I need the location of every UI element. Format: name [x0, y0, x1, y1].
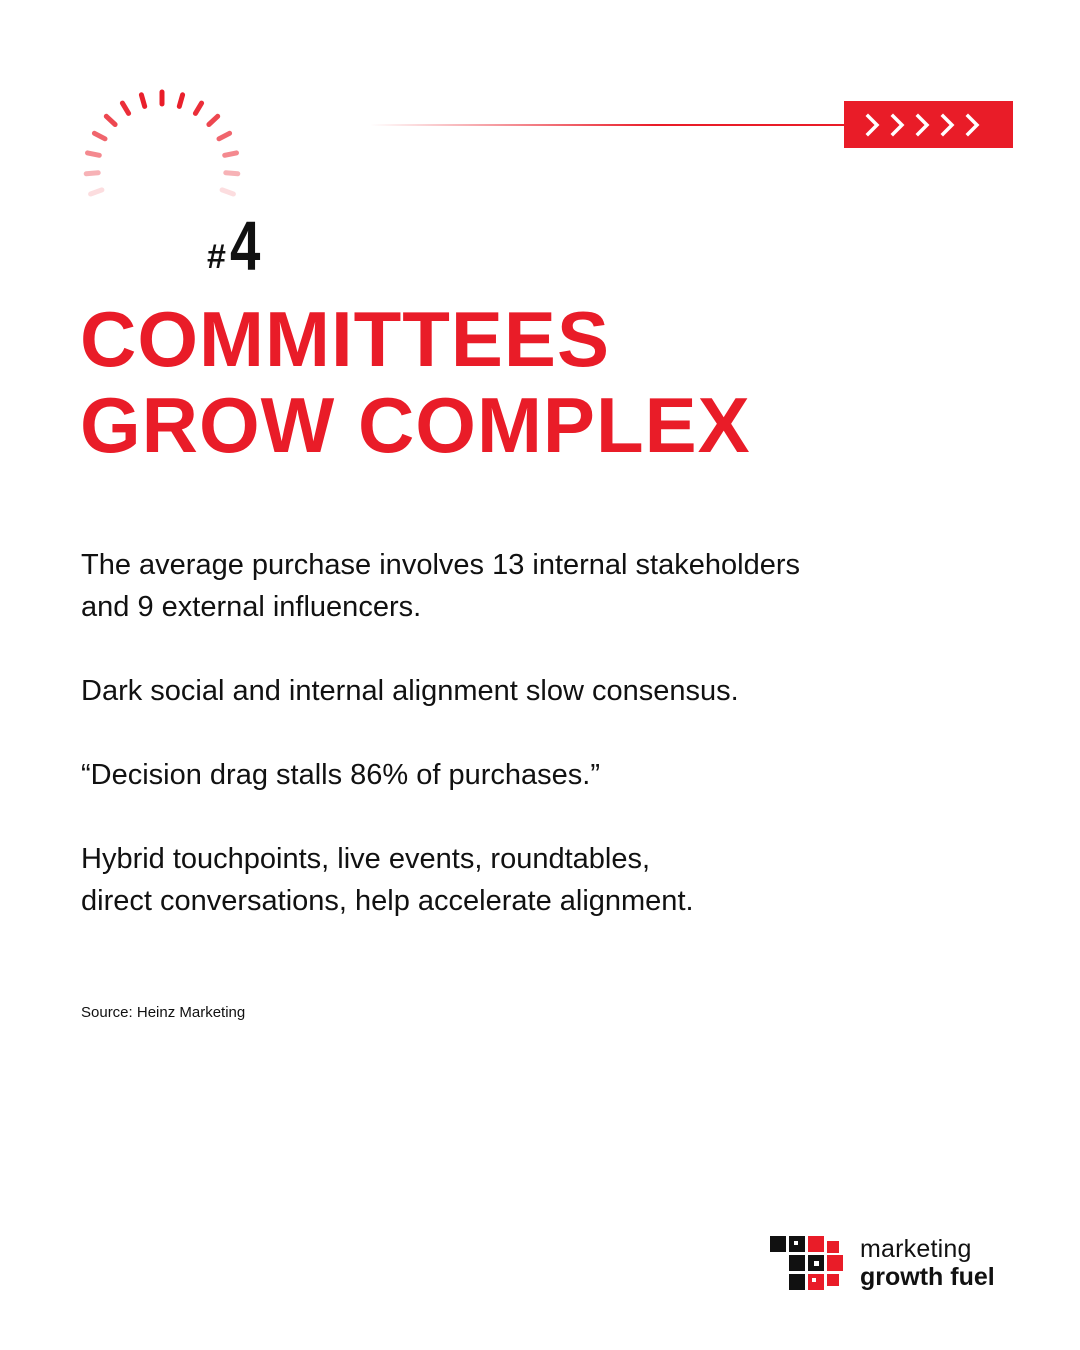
ring-tick	[209, 116, 218, 124]
ring-tick	[94, 133, 105, 139]
body-copy	[81, 544, 981, 922]
paragraph-line: The average purchase involves 13 internal stakeholders	[81, 549, 800, 581]
brand-name-line-2: growth fuel	[860, 1263, 995, 1291]
tick-ring-icon	[80, 80, 245, 210]
ring-tick	[222, 190, 233, 194]
paragraph-line: direct conversations, help accelerate alignment.	[81, 885, 694, 917]
paragraph-quote: “Decision drag stalls 86% of purchases.”	[81, 759, 601, 791]
title-line-1: COMMITTEES	[80, 295, 610, 383]
paragraph-line: Hybrid touchpoints, live events, roundtables,	[81, 843, 651, 875]
ring-tick	[88, 153, 100, 155]
header-divider-line	[370, 124, 846, 126]
ring-tick	[219, 133, 230, 139]
ring-tick	[91, 190, 102, 194]
ring-tick	[226, 173, 238, 174]
paragraph-line: and 9 external influencers.	[81, 591, 422, 623]
badge-hash: #	[207, 238, 226, 276]
paragraph-dark-social: Dark social and internal alignment slow consensus.	[81, 675, 739, 707]
section-number-badge	[80, 80, 261, 285]
brand-wordmark	[860, 1237, 995, 1290]
page-title	[80, 296, 751, 468]
paragraph-stakeholders	[81, 544, 981, 628]
ring-tick	[86, 173, 98, 174]
brand-name-line-1: marketing	[860, 1235, 972, 1263]
brand-pixel-logo	[768, 1233, 852, 1293]
brand-logo[interactable]	[768, 1233, 1028, 1293]
ring-tick	[106, 116, 115, 124]
paragraph-hybrid	[81, 838, 981, 922]
ring-tick	[179, 95, 182, 107]
next-arrows-box[interactable]	[844, 101, 1013, 148]
ring-tick	[122, 103, 128, 113]
chevrons-right-icon	[864, 113, 994, 137]
ring-tick	[225, 153, 237, 155]
source-citation: Source: Heinz Marketing	[81, 1004, 246, 1021]
title-line-2: GROW COMPLEX	[80, 381, 751, 469]
ring-tick	[141, 95, 144, 107]
badge-number: 4	[230, 207, 261, 285]
ring-tick	[195, 103, 201, 113]
